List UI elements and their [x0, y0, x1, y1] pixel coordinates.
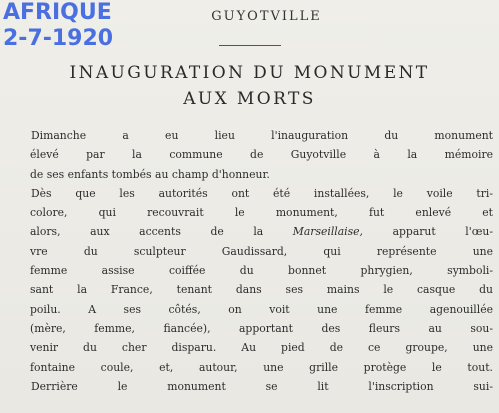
text-line: poilu. A ses côtés, on voit une femme agenouillée: [30, 302, 493, 316]
text-line: [0, 222, 499, 241]
article-title: [0, 60, 499, 112]
text-line: Dimanche a eu lieu l'inauguration du monument: [31, 129, 493, 142]
text-line: élevé par la commune de Guyotville à la mémoire: [30, 148, 493, 162]
stamp-publication: AFRIQUE: [3, 0, 112, 25]
text-line: vre du sculpteur Gaudissard, qui représente une: [30, 244, 493, 258]
source-stamp: [3, 0, 113, 52]
text-line: femme assise coiffée du bonnet phrygien, symboli-: [30, 264, 493, 278]
article-body: [0, 126, 499, 396]
text-line: sant la France, tenant dans ses mains le casque du: [30, 283, 493, 297]
text-segment: alors, aux accents de la: [30, 225, 264, 239]
text-line: venir du cher disparu. Au pied de ce groupe, une: [30, 341, 493, 355]
text-line: Dès que les autorités ont été installées, le voile tri-: [31, 186, 493, 200]
text-line: fontaine coule, et, autour, une grille protège le tout.: [30, 360, 493, 374]
text-line: de ses enfants tombés au champ d'honneur.: [30, 167, 270, 181]
text-line: (mère, femme, fiancée), apportant des fleurs au sou-: [30, 321, 493, 335]
stamp-date: 2-7-1920: [3, 26, 114, 51]
text-segment: apparut l'œu-: [392, 225, 493, 239]
title-line-2: AUX MORTS: [183, 89, 316, 109]
header-divider: [219, 45, 281, 46]
italic-word: Marseillaise,: [292, 225, 363, 239]
text-line: Derrière le monument se lit l'inscription sui-: [31, 379, 493, 393]
text-line: colore, qui recouvrait le monument, fut enlevé et: [30, 206, 493, 220]
title-line-1: INAUGURATION DU MONUMENT: [69, 63, 430, 83]
section-header: GUYOTVILLE: [211, 9, 322, 24]
